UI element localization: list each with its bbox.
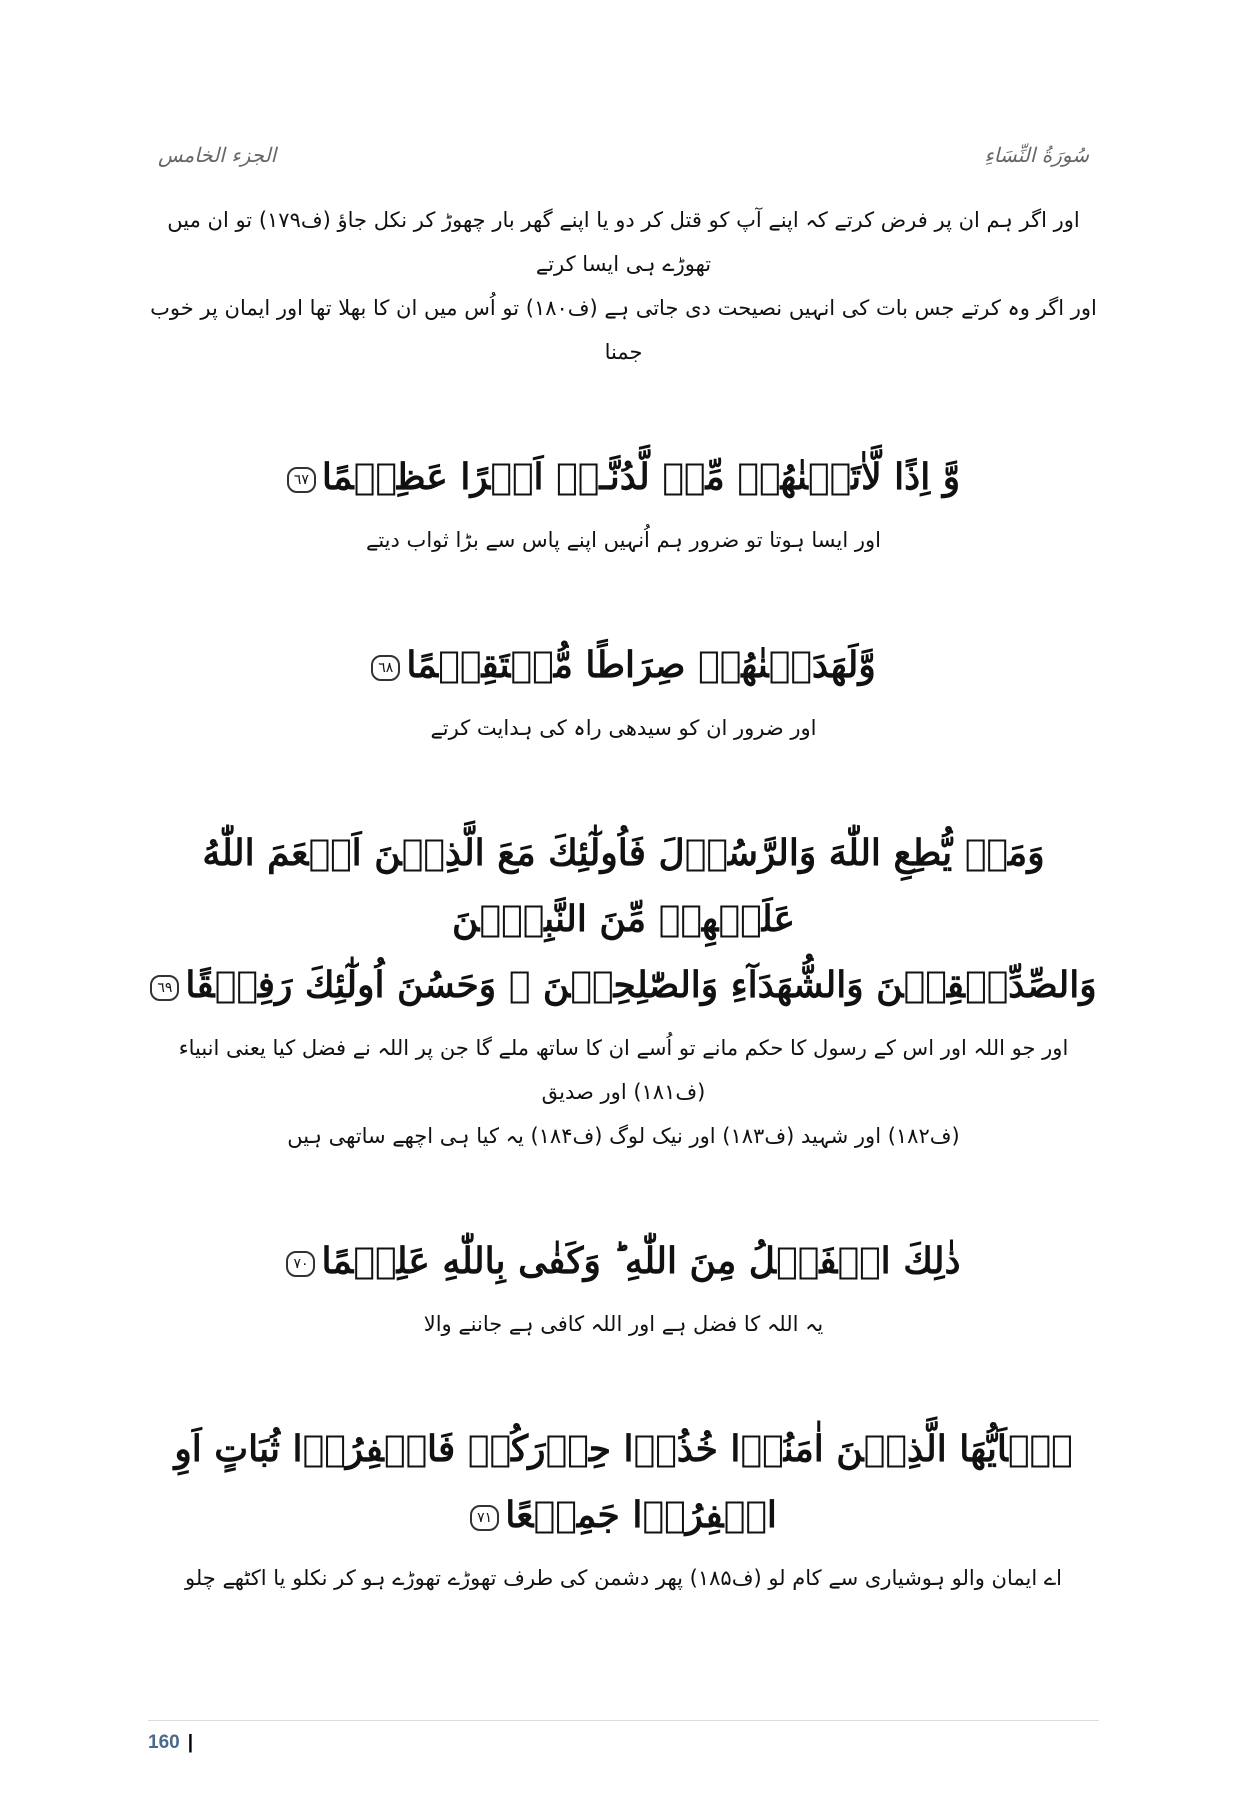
verse-71-arabic: یٰۤاَیُّهَا الَّذِیۡنَ اٰمَنُوۡا خُذُوۡا حِذۡرَكُمۡ فَانۡفِرُوۡا ثُبَاتٍ اَوِ انۡفِرُوۡا جَمِیۡعًا٧١ (174, 1428, 1073, 1536)
verse-number-marker: ٦٧ (287, 467, 316, 493)
translation-line: اور اگر ہم ان پر فرض کرتے کہ اپنے آپ کو قتل کر دو یا اپنے گھر بار چھوڑ کر نکل جاؤ (ف۱۷۹) تو ان میں تھوڑے ہی ایسا کرتے (167, 208, 1080, 276)
verse-number-marker: ٦٨ (371, 655, 400, 681)
verse-69-translation: اور جو اللہ اور اس کے رسول کا حکم مانے تو اُسے ان کا ساتھ ملے گا جن پر اللہ نے فضل کیا یعنی انبیاء (ف۱۸۱) اور صدیق (ف۱۸۲) اور شہید (ف۱۸۳) اور نیک لوگ (ف۱۸۴) یہ کیا ہی اچھے ساتھی ہیں (178, 1036, 1069, 1148)
juz-name-header: الجزء الخامس (158, 143, 277, 167)
verse-69 (148, 820, 1099, 1158)
verse-71 (148, 1416, 1099, 1600)
page-number-separator: | (187, 1732, 194, 1753)
verse-67-translation: اور ایسا ہوتا تو ضرور ہم اُنہیں اپنے پاس سے بڑا ثواب دیتے (366, 528, 881, 552)
page-footer (148, 1720, 1099, 1755)
verse-number-marker: ٧٠ (286, 1251, 315, 1277)
intro-translation (148, 198, 1099, 374)
verse-69-arabic: وَمَنۡ یُّطِعِ اللّٰهَ وَالرَّسُوۡلَ فَاُولٰٓئِكَ مَعَ الَّذِیۡنَ اَنۡعَمَ اللّٰهُ عَلَیۡهِمۡ مِّنَ النَّبِیّٖنَ وَالصِّدِّیۡقِیۡنَ وَالشُّهَدَآءِ وَالصّٰلِحِیۡنَ ۚ وَحَسُنَ اُولٰٓئِكَ رَفِیۡقًا٦٩ (148, 820, 1099, 1018)
verse-68 (148, 632, 1099, 750)
verse-68-arabic: وَّلَهَدَیۡنٰهُمۡ صِرَاطًا مُّسۡتَقِیۡمًا٦٨ (148, 632, 1099, 698)
verse-70 (148, 1228, 1099, 1346)
translation-line: اور اگر وہ کرتے جس بات کی انہیں نصیحت دی جاتی ہے (ف۱۸۰) تو اُس میں ان کا بھلا تھا اور ایمان پر خوب جمنا (150, 296, 1097, 364)
verse-67 (148, 444, 1099, 562)
verse-67-arabic: وَّ اِذًا لَّاٰتَیۡنٰهُمۡ مِّنۡ لَّدُنَّـاۤ اَجۡرًا عَظِیۡمًا٦٧ (148, 444, 1099, 510)
verse-70-translation: یہ اللہ کا فضل ہے اور اللہ کافی ہے جاننے والا (423, 1312, 824, 1336)
verse-70-arabic: ذٰلِكَ الۡفَضۡلُ مِنَ اللّٰهِ ؕ وَكَفٰی بِاللّٰهِ عَلِیۡمًا٧٠ (148, 1228, 1099, 1294)
surah-name-header: سُورَةُ النِّسَاءِ (984, 143, 1089, 167)
page-header (148, 140, 1099, 170)
verse-68-translation: اور ضرور ان کو سیدھی راہ کی ہدایت کرتے (430, 716, 817, 740)
verse-number-marker: ٧١ (470, 1505, 499, 1531)
verse-71-translation: اے ایمان والو ہوشیاری سے کام لو (ف۱۸۵) پھر دشمن کی طرف تھوڑے تھوڑے ہو کر نکلو یا اکٹھے چلو (184, 1566, 1062, 1590)
verse-number-marker: ٦٩ (150, 975, 179, 1001)
page-number: 160 | (148, 1732, 194, 1753)
